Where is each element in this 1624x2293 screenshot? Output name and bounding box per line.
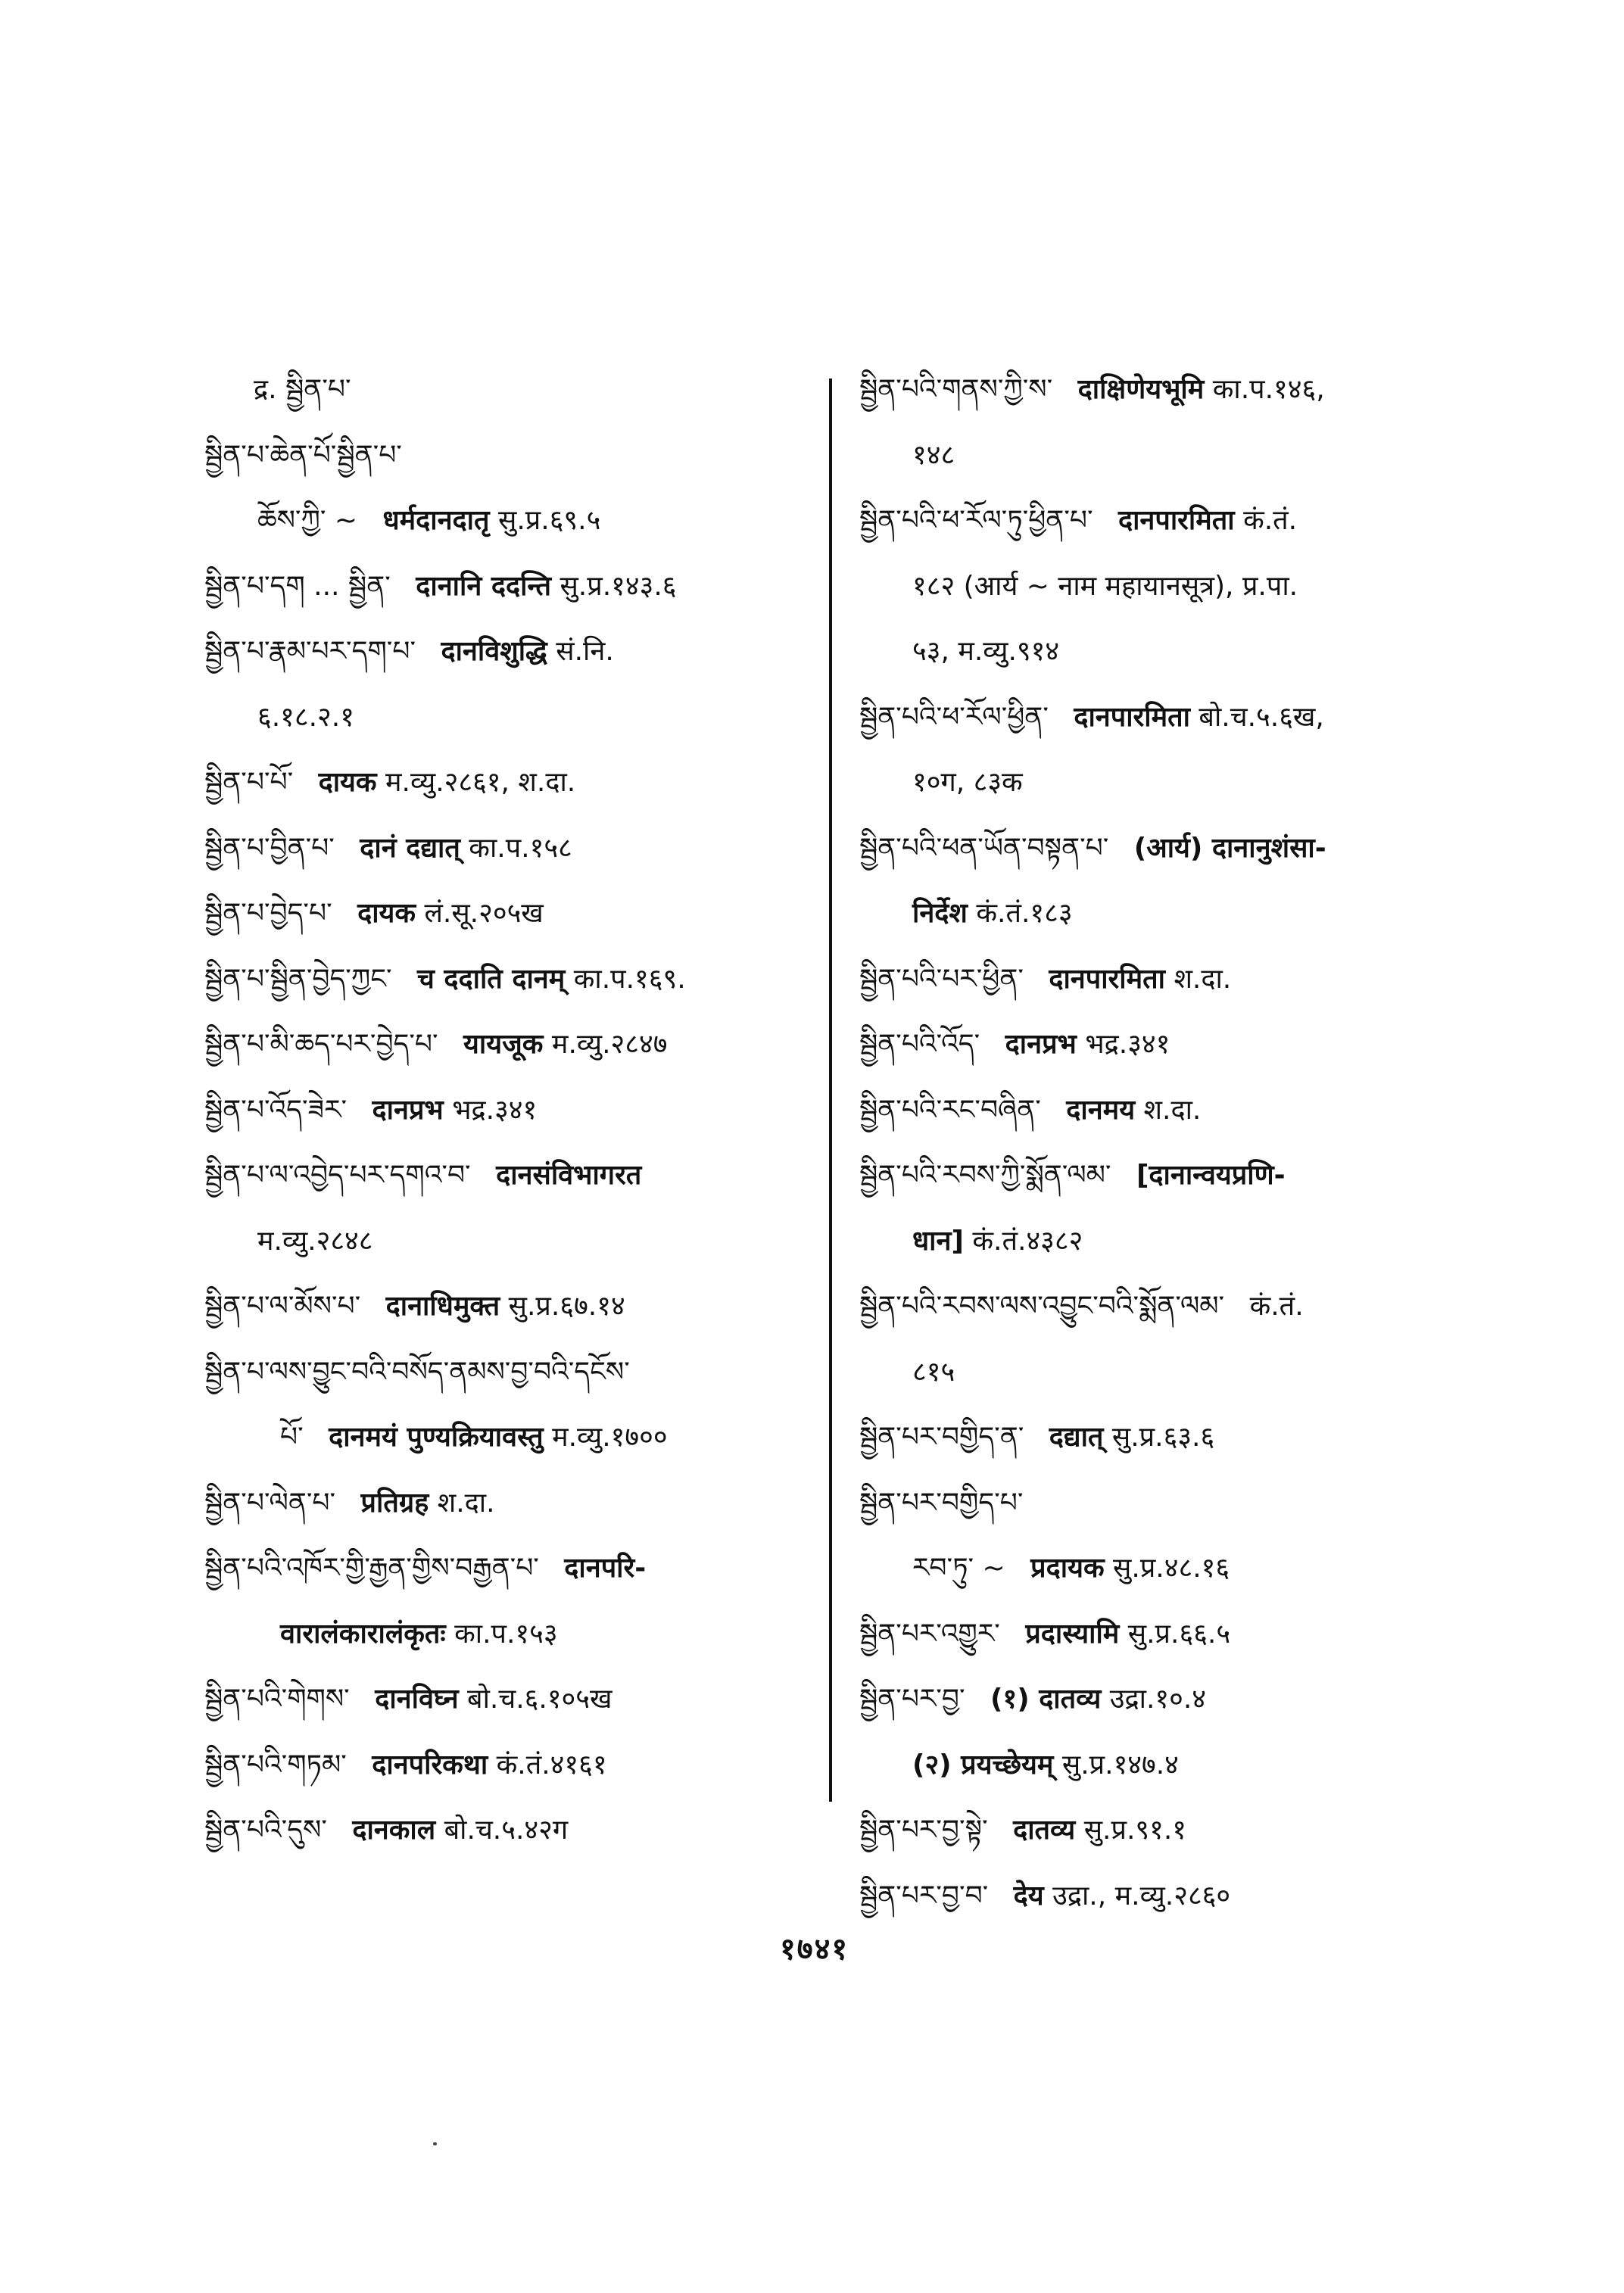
entry-continuation <box>859 1354 1488 1391</box>
sanskrit-equivalent: दायक <box>318 767 377 798</box>
tibetan-headword: སྦྱིན་པ་བྱིན་པ་ <box>204 832 335 864</box>
sanskrit-equivalent: प्रदायक <box>1030 1553 1105 1584</box>
speck <box>433 2142 437 2145</box>
sanskrit-equivalent: धान] <box>912 1225 964 1257</box>
source-reference: ६.१८.२.१ <box>257 701 354 733</box>
tibetan-headword: སྦྱིན་པ་ལ་མོས་པ་ <box>204 1291 361 1322</box>
dictionary-entry <box>204 830 810 868</box>
source-reference: सु.प्र.१४३.६ <box>560 570 677 602</box>
sanskrit-equivalent: धर्मदानदातृ <box>382 505 490 536</box>
tibetan-headword: སྦྱིན་པའི་དུས་ <box>204 1815 327 1846</box>
source-reference: श.दा. <box>1174 963 1232 995</box>
dictionary-entry <box>204 1746 810 1784</box>
tibetan-headword: སྦྱིན་པའི་རབས་ལས་འབྱུང་བའི་སྨོན་ལམ་ <box>859 1291 1225 1322</box>
right-column <box>859 371 1488 1943</box>
sanskrit-equivalent: प्रदास्यामि <box>1025 1618 1120 1650</box>
tibetan-headword: ཆོས་ཀྱི་ ~ <box>257 505 358 536</box>
source-reference: सु.प्र.४८.१६ <box>1113 1553 1230 1584</box>
source-reference: १४८ <box>912 439 955 471</box>
dictionary-entry <box>859 1288 1488 1326</box>
entry-continuation <box>859 764 1488 802</box>
tibetan-headword: སྦྱིན་པ་ཆེན་པོ་སྦྱིན་པ་ <box>204 439 402 471</box>
sanskrit-equivalent: दानकाल <box>352 1815 436 1846</box>
dictionary-entry <box>859 699 1488 737</box>
source-reference: १०ग, ८३क <box>912 767 1023 798</box>
sanskrit-equivalent: दायक <box>357 898 416 929</box>
cross-reference: द्र. སྦྱིན་པ་ <box>254 374 351 405</box>
source-reference: का.प.१५३ <box>454 1618 558 1650</box>
source-reference: कं.तं.१८३ <box>976 898 1073 929</box>
tibetan-headword: སྦྱིན་པ་ལེན་པ་ <box>204 1487 336 1519</box>
tibetan-headword: སྦྱིན་པའི་པར་ཕྱིན་ <box>859 963 1024 995</box>
sanskrit-equivalent: दानाधिमुक्त <box>385 1291 500 1322</box>
sanskrit-equivalent: दानानि ददन्ति <box>416 570 551 602</box>
source-reference: म.व्यु.२८४७ <box>551 1029 668 1060</box>
source-reference: बो.च.५.६ख, <box>1199 701 1324 733</box>
sanskrit-equivalent: दानपारमिता <box>1074 701 1190 733</box>
sanskrit-equivalent: दानमयं पुण्यक्रियावस्तु <box>329 1422 544 1453</box>
dictionary-entry <box>204 568 810 606</box>
source-reference: का.प.१६९. <box>573 963 686 995</box>
dictionary-entry <box>204 633 810 671</box>
tibetan-headword: སྦྱིན་པའི་གནས་ཀྱི་ས་ <box>859 374 1053 405</box>
tibetan-headword: སྦྱིན་པའི་ཕ་རོལ་ཕྱིན་ <box>859 701 1049 733</box>
sanskrit-equivalent: प्रतिग्रह <box>360 1487 429 1519</box>
sanskrit-equivalent: दानसंविभागरत <box>496 1160 642 1191</box>
source-reference: म.व्यु.१७०० <box>552 1422 668 1453</box>
page-number: १७४१ <box>780 1932 849 1967</box>
source-reference: सु.प्र.६७.१४ <box>508 1291 625 1322</box>
entry-continuation <box>859 568 1488 606</box>
sanskrit-equivalent: [दानान्वयप्रणि- <box>1136 1160 1286 1191</box>
source-reference: ८१५ <box>912 1356 955 1388</box>
tibetan-headword: སྦྱིན་པ་མི་ཆད་པར་བྱེད་པ་ <box>204 1029 438 1060</box>
dictionary-entry <box>204 437 810 475</box>
source-reference: बो.च.५.४२ग <box>444 1815 569 1846</box>
column-divider <box>829 379 832 1802</box>
tibetan-headword: སྦྱིན་པའི་ཕན་ཡོན་བསྟན་པ་ <box>859 832 1109 864</box>
tibetan-headword: སྦྱིན་པ་སྦྱིན་བྱེད་ཀྱང་ <box>204 963 392 995</box>
entry-continuation <box>859 1223 1488 1260</box>
tibetan-headword: སྦྱིན་པར་འགྱུར་ <box>859 1618 1000 1650</box>
source-reference: सु.प्र.६६.५ <box>1127 1618 1231 1650</box>
tibetan-headword: པོ་ <box>280 1422 304 1453</box>
tibetan-headword: སྦྱིན་པར་བྱ་སྟེ་ <box>859 1815 988 1846</box>
sanskrit-equivalent: दद्यात् <box>1049 1422 1104 1453</box>
dictionary-entry <box>859 1419 1488 1456</box>
source-reference: सु.प्र.६९.५ <box>497 505 601 536</box>
dictionary-entry <box>859 1485 1488 1522</box>
dictionary-entry <box>204 1812 810 1849</box>
dictionary-entry <box>859 1681 1488 1718</box>
dictionary-entry <box>204 1157 810 1195</box>
entry-continuation <box>204 699 810 737</box>
sanskrit-equivalent: दानपरि- <box>564 1553 647 1584</box>
source-reference: सु.प्र.६३.६ <box>1111 1422 1215 1453</box>
tibetan-headword: སྦྱིན་པའི་འོད་ <box>859 1029 980 1060</box>
sanskrit-equivalent: दानं दद्यात् <box>360 832 460 864</box>
dictionary-entry <box>204 1354 810 1391</box>
dictionary-entry <box>204 1026 810 1064</box>
sanskrit-equivalent: दानप्रभ <box>1005 1029 1077 1060</box>
sanskrit-equivalent: दानप्रभ <box>372 1094 444 1126</box>
dictionary-entry <box>204 895 810 933</box>
sanskrit-equivalent: च ददाति दानम् <box>417 963 566 995</box>
dictionary-entry <box>859 830 1488 868</box>
sanskrit-equivalent: दातव्य <box>1013 1815 1076 1846</box>
source-reference: कं.तं. <box>1243 505 1298 536</box>
sanskrit-equivalent: (१) दातव्य <box>990 1684 1102 1715</box>
sanskrit-equivalent: दानविघ्न <box>375 1684 459 1715</box>
tibetan-headword: སྦྱིན་པ་རྣམ་པར་དག་པ་ <box>204 636 416 667</box>
source-reference: श.दा. <box>437 1487 495 1519</box>
sanskrit-equivalent: दानपारमिता <box>1117 505 1235 536</box>
tibetan-headword: སྦྱིན་པའི་གཏམ་ <box>204 1749 347 1781</box>
tibetan-headword: སྦྱིན་པ་དག ... སྦྱིན་ <box>204 570 391 602</box>
sanskrit-equivalent: (२) प्रयच्छेयम् <box>912 1749 1054 1781</box>
sanskrit-equivalent: दानमय <box>1066 1094 1136 1126</box>
dictionary-entry <box>859 1877 1488 1915</box>
dictionary-entry <box>859 961 1488 999</box>
dictionary-entry <box>204 1092 810 1129</box>
source-reference: १८२ (आर्य ~ नाम महायानसूत्र), प्र.पा. <box>912 570 1298 602</box>
source-reference: सु.प्र.१४७.४ <box>1061 1749 1179 1781</box>
source-reference: का.प.१४६, <box>1212 374 1325 405</box>
sanskrit-equivalent: (आर्य) दानानुशंसा- <box>1133 832 1326 864</box>
source-reference: कं.तं.४३८२ <box>972 1225 1083 1257</box>
source-reference: कं.तं.४१६१ <box>496 1749 607 1781</box>
sanskrit-equivalent: यायजूक <box>463 1029 544 1060</box>
source-reference: सु.प्र.९१.१ <box>1083 1815 1187 1846</box>
tibetan-headword: སྦྱིན་པའི་རང་བཞིན་ <box>859 1094 1041 1126</box>
entry-continuation <box>859 895 1488 933</box>
sanskrit-equivalent: देय <box>1013 1880 1044 1911</box>
tibetan-headword: སྦྱིན་པའི་ཕ་རོལ་ཏུ་ཕྱིན་པ་ <box>859 505 1093 536</box>
dictionary-entry <box>859 502 1488 540</box>
source-reference: म.व्यु.२८६१, श.दा. <box>385 767 576 798</box>
tibetan-headword: སྦྱིན་པའི་གེགས་ <box>204 1684 350 1715</box>
entry-continuation <box>859 1746 1488 1784</box>
tibetan-headword: སྦྱིན་པར་བགྱིད་པ་ <box>859 1487 1024 1519</box>
entry-continuation <box>859 633 1488 671</box>
dictionary-entry <box>859 1026 1488 1064</box>
sanskrit-equivalent: दानपरिकथा <box>372 1749 488 1781</box>
entry-continuation <box>859 1550 1488 1587</box>
tibetan-headword: སྦྱིན་པའི་འཁོར་གྱི་རྒྱན་གྱིས་བརྒྱན་པ་ <box>204 1553 539 1584</box>
source-reference: ५३, म.व्यु.९१४ <box>912 636 1060 667</box>
tibetan-headword: སྦྱིན་པར་བྱ་བ་ <box>859 1880 989 1911</box>
dictionary-entry <box>204 764 810 802</box>
entry-continuation <box>204 1615 810 1653</box>
tibetan-headword: སྦྱིན་པ་ལ་འབྱེད་པར་དགའ་བ་ <box>204 1160 471 1191</box>
dictionary-entry <box>204 961 810 999</box>
source-reference: का.प.१५८ <box>469 832 572 864</box>
tibetan-headword: སྦྱིན་པ་ལས་བྱུང་བའི་བསོད་ནམས་བྱ་བའི་དངོས་ <box>204 1356 630 1388</box>
dictionary-entry <box>859 1157 1488 1195</box>
tibetan-headword: སྦྱིན་པ་འོད་ཟེར་ <box>204 1094 348 1126</box>
sanskrit-equivalent: निर्देश <box>912 898 968 929</box>
source-reference: उद्रा., म.व्यु.२८६० <box>1052 1880 1231 1911</box>
entry-continuation <box>204 502 810 540</box>
tibetan-headword: སྦྱིན་པ་བྱེད་པ་ <box>204 898 332 929</box>
source-reference: सं.नि. <box>556 636 614 667</box>
dictionary-entry <box>204 1550 810 1587</box>
left-column <box>204 371 810 1877</box>
sanskrit-equivalent: दानविशुद्धि <box>441 636 547 667</box>
tibetan-headword: རབ་ཏུ་ ~ <box>912 1553 1005 1584</box>
dictionary-entry <box>859 1615 1488 1653</box>
tibetan-headword: སྦྱིན་པའི་རབས་ཀྱི་སྨོན་ལམ་ <box>859 1160 1111 1191</box>
dictionary-entry <box>859 371 1488 409</box>
sanskrit-equivalent: वारालंकारालंकृतः <box>280 1618 446 1650</box>
source-reference: म.व्यु.२८४८ <box>257 1225 373 1257</box>
dictionary-entry <box>859 1092 1488 1129</box>
dictionary-entry <box>859 1812 1488 1849</box>
sanskrit-equivalent: दानपारमिता <box>1049 963 1165 995</box>
sanskrit-equivalent: दाक्षिणेयभूमि <box>1077 374 1205 405</box>
source-reference: लं.सू.२०५ख <box>424 898 544 929</box>
source-reference: उद्रा.१०.४ <box>1109 1684 1207 1715</box>
tibetan-headword: སྦྱིན་པར་བགྱིད་ན་ <box>859 1422 1024 1453</box>
tibetan-headword: སྦྱིན་པར་བྱ་ <box>859 1684 965 1715</box>
source-reference: भद्र.३४१ <box>452 1094 538 1126</box>
entry-continuation <box>204 1223 810 1260</box>
dictionary-entry <box>204 1485 810 1522</box>
source-reference: भद्र.३४१ <box>1085 1029 1170 1060</box>
source-reference: कं.तं. <box>1249 1291 1304 1322</box>
source-reference: बो.च.६.१०५ख <box>467 1684 613 1715</box>
dictionary-entry <box>204 1288 810 1326</box>
source-reference: श.दा. <box>1143 1094 1202 1126</box>
dictionary-entry <box>204 1681 810 1718</box>
tibetan-headword: སྦྱིན་པ་པོ་ <box>204 767 294 798</box>
entry-continuation <box>204 371 810 409</box>
entry-continuation <box>859 437 1488 475</box>
entry-continuation <box>204 1419 810 1456</box>
